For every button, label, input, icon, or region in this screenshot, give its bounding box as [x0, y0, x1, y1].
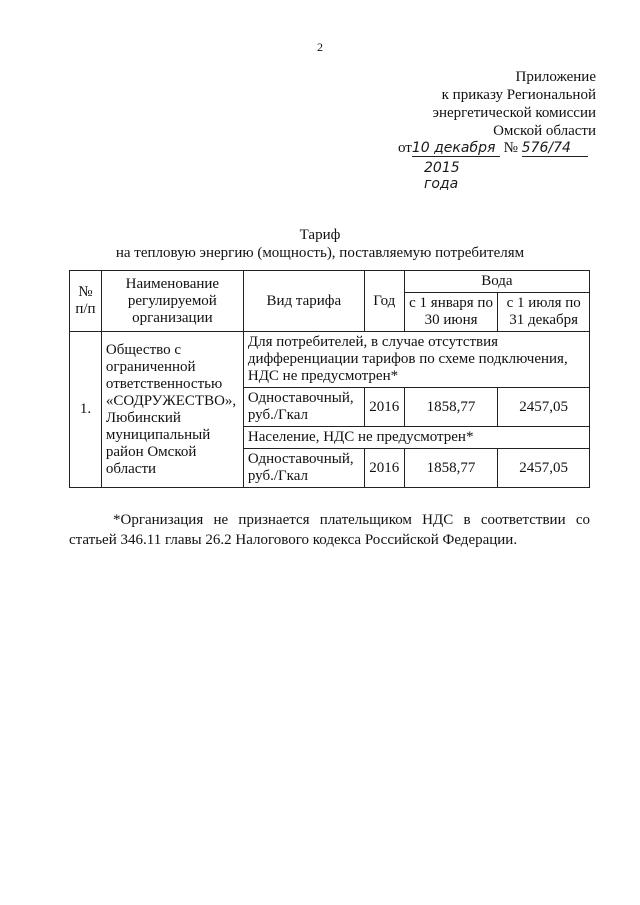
tariff-value-period-1: 1858,77: [404, 388, 498, 427]
tariff-year: 2016: [364, 388, 404, 427]
header-water: Вода: [404, 271, 589, 293]
order-from-label: от: [398, 140, 412, 156]
page-number: 2: [317, 40, 323, 54]
tariff-value-period-2: 2457,05: [498, 449, 590, 488]
table-row: [70, 332, 590, 388]
appendix-block: [433, 68, 596, 140]
consumer-section: Население, НДС не предусмотрен*: [243, 427, 589, 449]
header-organization: Наименование регулируемой организации: [101, 271, 243, 332]
appendix-line: Приложение: [515, 69, 596, 85]
document-subtitle: на тепловую энергию (мощность), поставляемую потребителям: [115, 245, 525, 261]
consumer-section: Для потребителей, в случае отсутствия дифференциации тарифов по схеме подключения, НДС не предусмотрен*: [243, 332, 589, 388]
tariff-value-period-1: 1858,77: [404, 449, 498, 488]
table-header-row: [70, 271, 590, 293]
tariff-type: Одноставочный, руб./Гкал: [243, 388, 364, 427]
title-block: [0, 226, 640, 262]
appendix-line: Омской области: [493, 123, 596, 139]
tariff-type: Одноставочный, руб./Гкал: [243, 449, 364, 488]
order-year-handwritten: 2015 года: [424, 160, 460, 192]
footnote: *Организация не признается плательщиком НДС в соответствии со статьей 346.11 главы 26.2 Налогового кодекса Российской Федерации.: [69, 512, 590, 548]
order-number-label: №: [503, 140, 518, 156]
document-title: Тариф: [299, 227, 341, 243]
tariff-year: 2016: [364, 449, 404, 488]
tariff-value-period-2: 2457,05: [498, 388, 590, 427]
order-reference: [398, 140, 588, 160]
header-year: Год: [364, 271, 404, 332]
header-period-2: с 1 июля по 31 декабря: [498, 293, 590, 332]
row-number: 1.: [70, 332, 102, 488]
order-number-handwritten: 576/74: [522, 140, 588, 157]
header-num: № п/п: [70, 271, 102, 332]
order-date-handwritten: 10 декабря: [412, 140, 500, 157]
organization-name: Общество с ограниченной ответственностью «СОДРУЖЕСТВО», Любинский муниципальный район Омской области: [101, 332, 243, 488]
header-tariff-type: Вид тарифа: [243, 271, 364, 332]
appendix-line: энергетической комиссии: [432, 105, 596, 121]
appendix-line: к приказу Региональной: [441, 87, 596, 103]
tariff-table: [69, 270, 590, 488]
header-period-1: с 1 января по 30 июня: [404, 293, 498, 332]
